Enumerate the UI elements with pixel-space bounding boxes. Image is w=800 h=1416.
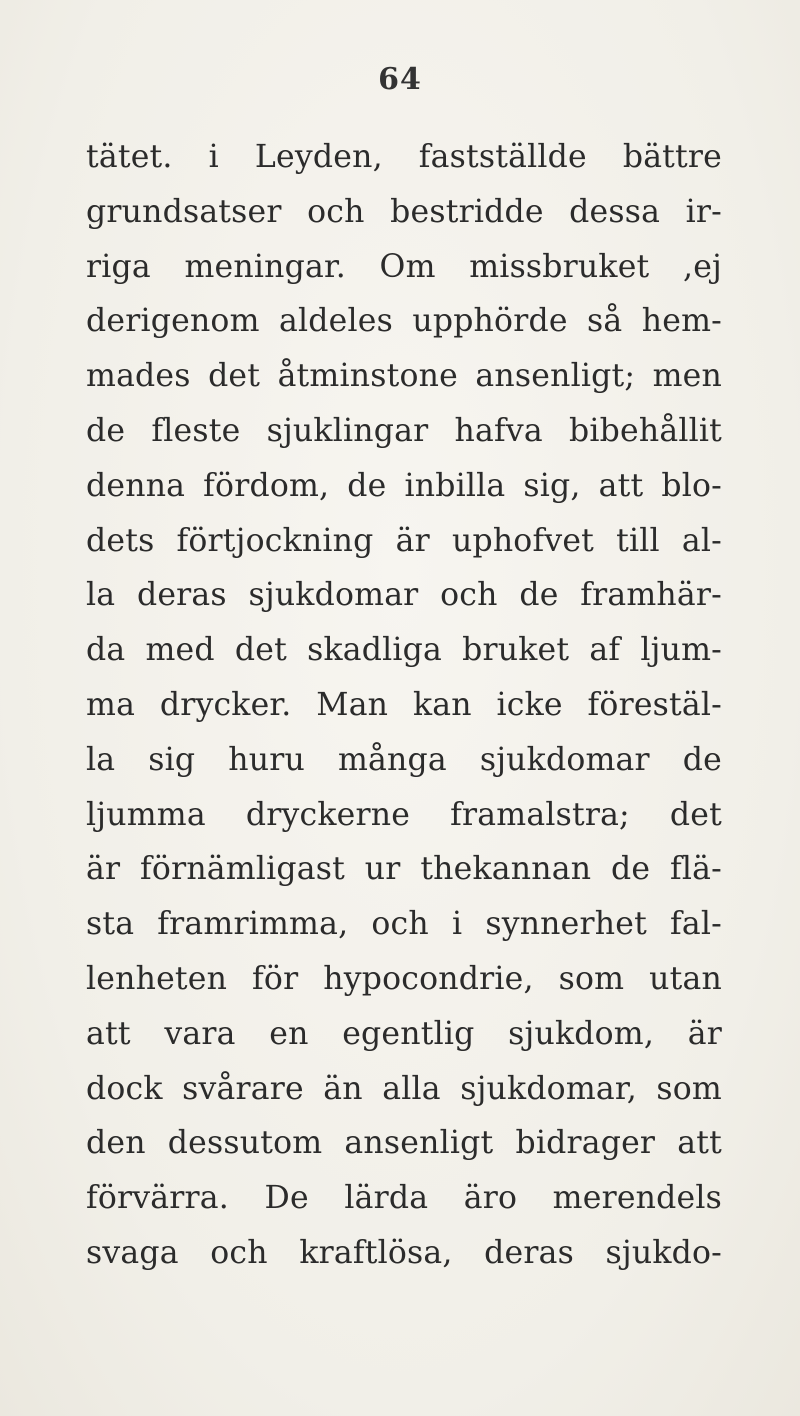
text-line: lenheten för hypocondrie, som utan xyxy=(86,960,722,997)
text-line: dets förtjockning är uphofvet till al- xyxy=(86,522,722,559)
text-line: grundsatser och bestridde dessa ir- xyxy=(86,193,722,230)
text-line: förvärra. De lärda äro merendels xyxy=(86,1180,722,1217)
body-text xyxy=(86,130,722,1281)
text-line: att vara en egentlig sjukdom, är xyxy=(86,1015,722,1052)
page-number: 64 xyxy=(378,62,422,97)
text-line: svaga och kraftlösa, deras sjukdo- xyxy=(86,1234,722,1271)
text-line: sta framrimma, och i synnerhet fal- xyxy=(86,906,722,943)
text-line: derigenom aldeles upphörde så hem- xyxy=(86,303,722,340)
text-line: ma drycker. Man kan icke förestäl- xyxy=(86,686,722,723)
text-line: la sig huru många sjukdomar de xyxy=(86,741,722,778)
text-line: är förnämligast ur thekannan de flä- xyxy=(86,851,722,888)
text-line: dock svårare än alla sjukdomar, som xyxy=(86,1070,722,1107)
text-line: tätet. i Leyden, fastställde bättre xyxy=(86,139,722,175)
text-line: denna fördom, de inbilla sig, att blo- xyxy=(86,467,722,504)
text-line: da med det skadliga bruket af ljum- xyxy=(86,632,722,669)
text-line: mades det åtminstone ansenligt; men xyxy=(86,358,722,395)
text-line: riga meningar. Om missbruket ,ej xyxy=(86,248,722,285)
text-line: de fleste sjuklingar hafva bibehållit xyxy=(86,412,722,449)
text-line: ljumma dryckerne framalstra; det xyxy=(86,796,722,833)
text-line: den dessutom ansenligt bidrager att xyxy=(86,1125,722,1162)
text-line: la deras sjukdomar och de framhär- xyxy=(86,577,722,614)
